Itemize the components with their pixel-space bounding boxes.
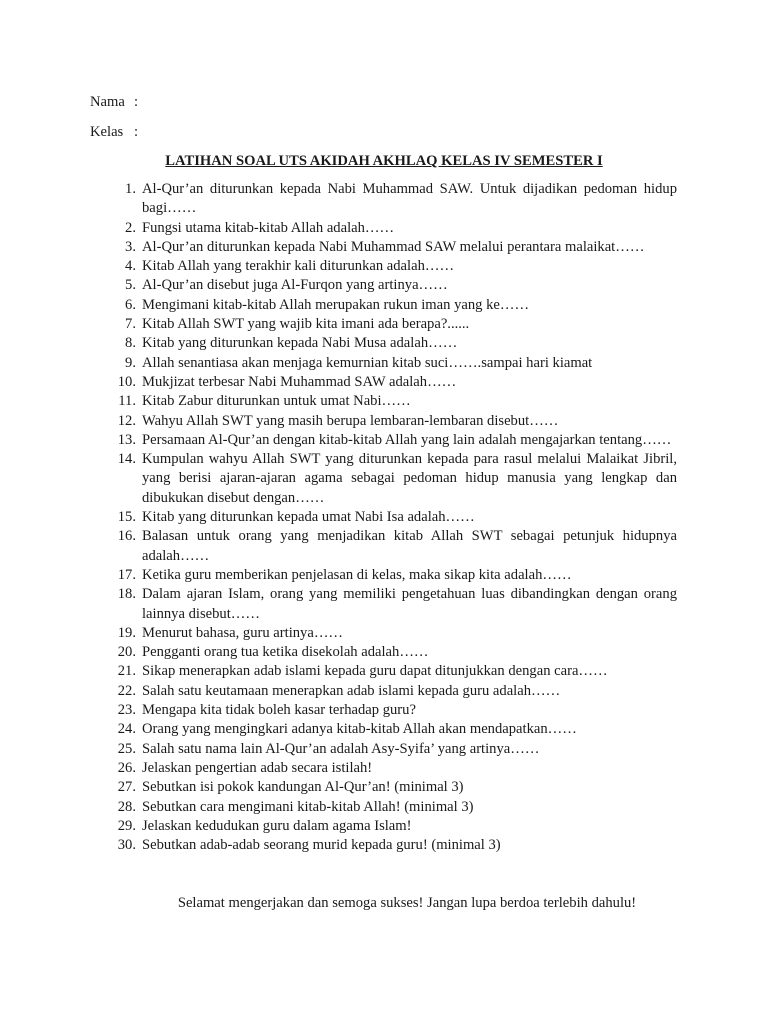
question-text: Kitab Allah SWT yang wajib kita imani ada berapa?...... xyxy=(142,316,470,333)
question-number: 30. xyxy=(117,837,136,854)
question-text: Sikap menerapkan adab islami kepada guru dapat ditunjukkan dengan cara…… xyxy=(142,663,608,680)
question-item xyxy=(104,276,677,295)
question-text: Kitab Zabur diturunkan untuk umat Nabi…… xyxy=(142,393,411,410)
question-item xyxy=(104,412,677,431)
question-text: Kitab yang diturunkan kepada umat Nabi Isa adalah…… xyxy=(142,509,475,526)
question-item xyxy=(104,431,677,450)
question-item xyxy=(104,508,677,527)
closing-message: Selamat mengerjakan dan semoga sukses! Jangan lupa berdoa terlebih dahulu! xyxy=(177,895,637,911)
question-text: Sebutkan cara mengimani kitab-kitab Allah! (minimal 3) xyxy=(142,798,474,815)
question-item xyxy=(104,836,677,855)
question-number: 28. xyxy=(117,798,136,815)
question-number: 8. xyxy=(125,335,136,352)
document-title: LATIHAN SOAL UTS AKIDAH AKHLAQ KELAS IV SEMESTER I xyxy=(165,153,603,169)
question-number: 1. xyxy=(125,181,136,197)
question-number: 19. xyxy=(117,624,136,641)
question-number: 16. xyxy=(117,528,136,545)
question-item xyxy=(104,817,677,836)
question-item xyxy=(104,334,677,353)
question-text: Salah satu keutamaan menerapkan adab islami kepada guru adalah…… xyxy=(142,682,561,699)
question-item xyxy=(104,527,677,566)
question-item xyxy=(104,257,677,276)
question-text: Pengganti orang tua ketika disekolah adalah…… xyxy=(142,644,429,661)
question-text: Mengimani kitab-kitab Allah merupakan rukun iman yang ke…… xyxy=(142,296,530,313)
question-item xyxy=(104,315,677,334)
question-number: 14. xyxy=(117,451,136,468)
question-item xyxy=(104,682,677,701)
question-text: Al-Qur’an disebut juga Al-Furqon yang artinya…… xyxy=(142,277,448,294)
question-number: 17. xyxy=(117,566,136,583)
question-text: Allah senantiasa akan menjaga kemurnian kitab suci…….sampai hari kiamat xyxy=(142,354,593,371)
question-text: Ketika guru memberikan penjelasan di kelas, maka sikap kita adalah…… xyxy=(142,566,572,583)
question-number: 20. xyxy=(117,644,136,661)
question-text: Salah satu nama lain Al-Qur’an adalah Asy-Syifa’ yang artinya…… xyxy=(142,740,540,757)
question-item xyxy=(104,585,677,624)
question-list xyxy=(104,180,677,855)
question-text: Jelaskan pengertian adab secara istilah! xyxy=(142,759,373,776)
question-item xyxy=(104,643,677,662)
question-text: Sebutkan adab-adab seorang murid kepada guru! (minimal 3) xyxy=(142,837,501,854)
question-number: 22. xyxy=(117,682,136,699)
question-text: Mukjizat terbesar Nabi Muhammad SAW adalah…… xyxy=(142,373,457,390)
question-number: 26. xyxy=(117,759,136,776)
question-item xyxy=(104,450,677,508)
question-number: 23. xyxy=(117,702,136,719)
question-text: Persamaan Al-Qur’an dengan kitab-kitab Allah yang lain adalah mengajarkan tentang…… xyxy=(142,431,672,448)
question-number: 10. xyxy=(117,373,136,390)
question-number: 15. xyxy=(117,509,136,526)
question-number: 3. xyxy=(125,238,136,255)
question-text: Orang yang mengingkari adanya kitab-kitab Allah akan mendapatkan…… xyxy=(142,721,577,738)
question-text: Jelaskan kedudukan guru dalam agama Islam! xyxy=(142,817,412,834)
question-number: 21. xyxy=(117,663,136,680)
question-item xyxy=(104,624,677,643)
question-text: Kitab yang diturunkan kepada Nabi Musa adalah…… xyxy=(142,335,458,352)
question-item xyxy=(104,566,677,585)
question-number: 29. xyxy=(117,817,136,834)
question-item xyxy=(104,662,677,681)
question-number: 11. xyxy=(118,393,136,410)
question-item xyxy=(104,296,677,315)
question-number: 7. xyxy=(125,316,136,333)
question-text: Kitab Allah yang terakhir kali diturunkan adalah…… xyxy=(142,258,455,275)
question-item xyxy=(104,373,677,392)
question-item xyxy=(104,759,677,778)
question-text: Fungsi utama kitab-kitab Allah adalah…… xyxy=(142,219,395,236)
name-field xyxy=(90,93,138,112)
question-item xyxy=(104,354,677,373)
question-item xyxy=(104,701,677,720)
question-number: 6. xyxy=(125,296,136,313)
question-number: 18. xyxy=(117,586,136,603)
question-item xyxy=(104,180,677,219)
question-text: Al-Qur’an diturunkan kepada Nabi Muhammad SAW. Untuk dijadikan pedoman hidup bagi…… xyxy=(142,181,677,217)
question-item xyxy=(104,219,677,238)
question-number: 25. xyxy=(117,740,136,757)
question-number: 13. xyxy=(117,431,136,448)
question-text: Sebutkan isi pokok kandungan Al-Qur’an! (minimal 3) xyxy=(142,779,464,796)
question-text: Al-Qur’an diturunkan kepada Nabi Muhammad SAW melalui perantara malaikat…… xyxy=(142,238,645,255)
question-text: Kumpulan wahyu Allah SWT yang diturunkan kepada para rasul melalui Malaikat Jibril, yang berisi ajaran-ajaran agama sebagai pedoman hidup manusia yang lengkap dan dibukukan disebut dengan…… xyxy=(142,451,677,506)
question-number: 12. xyxy=(117,412,136,429)
question-item xyxy=(104,740,677,759)
class-colon: : xyxy=(134,124,139,140)
question-number: 5. xyxy=(125,277,136,294)
question-item xyxy=(104,798,677,817)
question-number: 24. xyxy=(117,721,136,738)
question-number: 9. xyxy=(125,354,136,371)
question-text: Menurut bahasa, guru artinya…… xyxy=(142,624,344,641)
question-item xyxy=(104,778,677,797)
question-item xyxy=(104,238,677,257)
name-label: Nama xyxy=(90,94,125,110)
question-number: 27. xyxy=(117,779,136,796)
class-field xyxy=(90,123,138,142)
question-text: Mengapa kita tidak boleh kasar terhadap guru? xyxy=(142,702,416,719)
question-number: 2. xyxy=(125,219,136,236)
class-label: Kelas xyxy=(90,124,124,140)
question-item xyxy=(104,720,677,739)
question-text: Wahyu Allah SWT yang masih berupa lembaran-lembaran disebut…… xyxy=(142,412,559,429)
question-number: 4. xyxy=(125,258,136,275)
question-text: Dalam ajaran Islam, orang yang memiliki pengetahuan luas dibandingkan dengan orang lainnya disebut…… xyxy=(142,586,677,622)
name-colon: : xyxy=(134,94,139,110)
question-text: Balasan untuk orang yang menjadikan kitab Allah SWT sebagai petunjuk hidupnya adalah…… xyxy=(142,528,677,564)
question-item xyxy=(104,392,677,411)
